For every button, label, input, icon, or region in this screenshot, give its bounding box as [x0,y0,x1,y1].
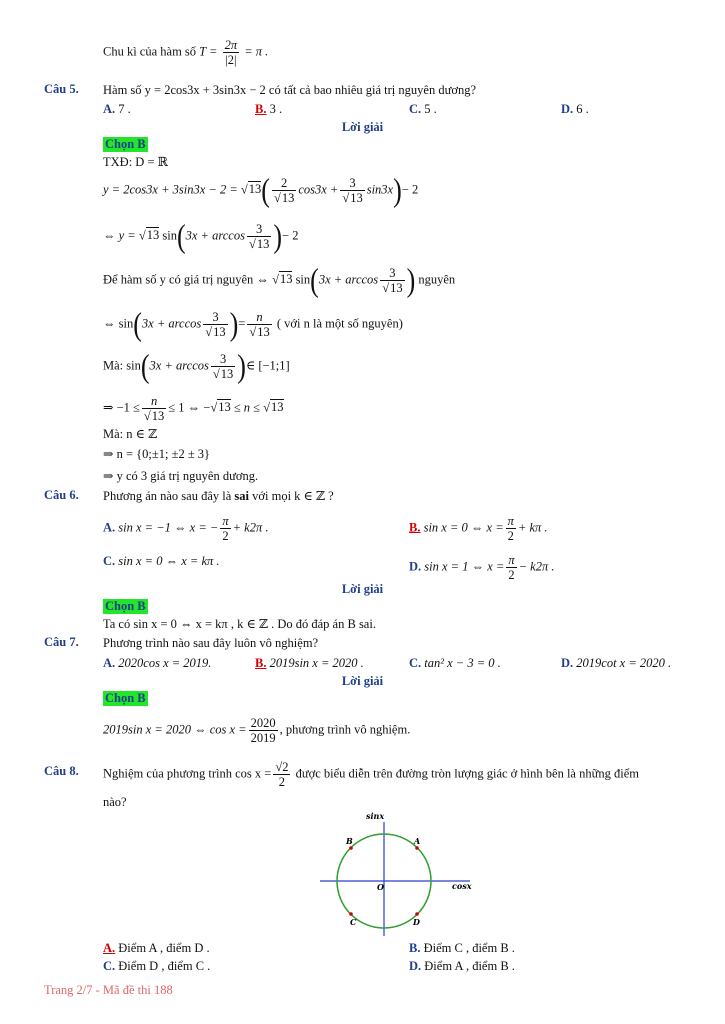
q7-option-b[interactable]: B. 2019sin x = 2020 . [255,656,364,670]
q5-step-8: ⇒ n = {0;±1; ±2 ± 3} [103,447,211,461]
point-d-label: D [413,917,420,927]
q7-solution-heading: Lời giải [341,674,384,688]
point-b[interactable] [349,846,353,850]
q6-choice-badge: Chọn B [105,599,146,613]
q5-step-3: Để hàm số y có giá trị nguyên ⇔ √13 sin(3x + arccos $\frac{3}{√13}$ ) nguyên [103,261,456,298]
period-line: Chu kì của hàm số T = $\frac{2\pi}{|2|}$ = π . [103,38,269,67]
q7-choice-badge: Chọn B [105,691,146,705]
point-a-label: A [414,836,421,846]
q6-option-d[interactable]: D. sin x = 1 ⇔ x = $\frac{\pi}{2}$ − k2π . [409,553,555,582]
q5-option-a[interactable]: A. 7 . [103,102,131,116]
point-a[interactable] [415,846,419,850]
q6-option-a[interactable]: A. sin x = −1 ⇔ x = − $\frac{\pi}{2}$ + k2π . [103,514,269,543]
question-8-label: Câu 8. [44,764,79,778]
q6-option-c[interactable]: C. sin x = 0 ⇔ x = kπ . [103,554,220,568]
q5-option-c[interactable]: C. 5 . [409,102,437,116]
q5-domain: TXĐ: D = ℝ [103,155,169,169]
q5-conclusion: ⇒ y có 3 giá trị nguyên dương. [103,469,259,483]
point-d[interactable] [415,912,419,916]
q5-solution-heading: Lời giải [341,120,384,134]
origin-label: O [377,882,384,892]
q6-explanation: Ta có sin x = 0 ⇔ x = kπ , k ∈ ℤ . Do đó đáp án B sai. [103,617,376,631]
q7-option-c[interactable]: C. tan² x − 3 = 0 . [409,656,501,670]
question-6-label: Câu 6. [44,488,79,502]
point-c-label: C [350,917,357,927]
point-c[interactable] [349,912,353,916]
q5-step-1: y = 2cos3x + 3sin3x − 2 = √13( $\frac{2}{√13}$ cos3x + $\frac{3}{√13}$ sin3x)− 2 [103,171,419,208]
q8-option-c[interactable]: C. Điểm D , điểm C . [103,959,211,973]
question-6-text: Phương án nào sau đây là sai với mọi k ∈ ℤ ? [103,489,334,503]
q5-step-7: Mà: n ∈ ℤ [103,427,158,441]
question-8-text: Nghiệm của phương trình cos x = $\frac{√2}{2}$ được biểu diễn trên đường tròn lượng giác ở hình bên là những điểm [103,760,639,789]
question-5-text: Hàm số y = 2cos3x + 3sin3x − 2 có tất cả bao nhiêu giá trị nguyên dương? [103,83,477,97]
q5-step-4: ⇔ sin(3x + arccos $\frac{3}{√13}$ )= $\frac{n}{√13}$ ( với n là một số nguyên) [103,305,403,342]
q5-step-6: ⇒ −1 ≤ $\frac{n}{√13}$ ≤ 1 ⇔ −√13 ≤ n ≤ √13 [103,394,284,423]
question-5-label: Câu 5. [44,82,79,96]
sin-axis-label: sinx [366,811,385,821]
q5-option-b[interactable]: B. 3 . [255,102,283,116]
q8-option-b[interactable]: B. Điểm C , điểm B . [409,941,515,955]
question-7-text: Phương trình nào sau đây luôn vô nghiệm? [103,636,319,650]
q7-option-d[interactable]: D. 2019cot x = 2020 . [561,656,672,670]
q8-option-a[interactable]: A. Điểm A , điểm D . [103,941,210,955]
question-8-text-cont: nào? [103,795,127,809]
q8-option-d[interactable]: D. Điểm A , điểm B . [409,959,515,973]
q5-step-2: ⇔ y = √13 sin(3x + arccos $\frac{3}{√13}$ )− 2 [103,217,299,254]
unit-circle-figure [318,808,478,938]
question-7-label: Câu 7. [44,635,79,649]
q5-option-d[interactable]: D. 6 . [561,102,589,116]
page-footer: Trang 2/7 - Mã đề thi 188 [44,983,173,997]
q6-solution-heading: Lời giải [341,582,384,596]
q7-option-a[interactable]: A. 2020cos x = 2019. [103,656,212,670]
q6-option-b[interactable]: B. sin x = 0 ⇔ x = $\frac{\pi}{2}$ + kπ . [409,514,548,543]
q7-explanation: 2019sin x = 2020 ⇔ cos x = $\frac{2020}{2019}$ , phương trình vô nghiệm. [103,716,411,745]
q5-step-5: Mà: sin(3x + arccos $\frac{3}{√13}$ )∈ [−1;1] [103,347,290,384]
cos-axis-label: cosx [452,881,472,891]
q5-choice-badge: Chọn B [105,137,146,151]
point-b-label: B [346,836,353,846]
